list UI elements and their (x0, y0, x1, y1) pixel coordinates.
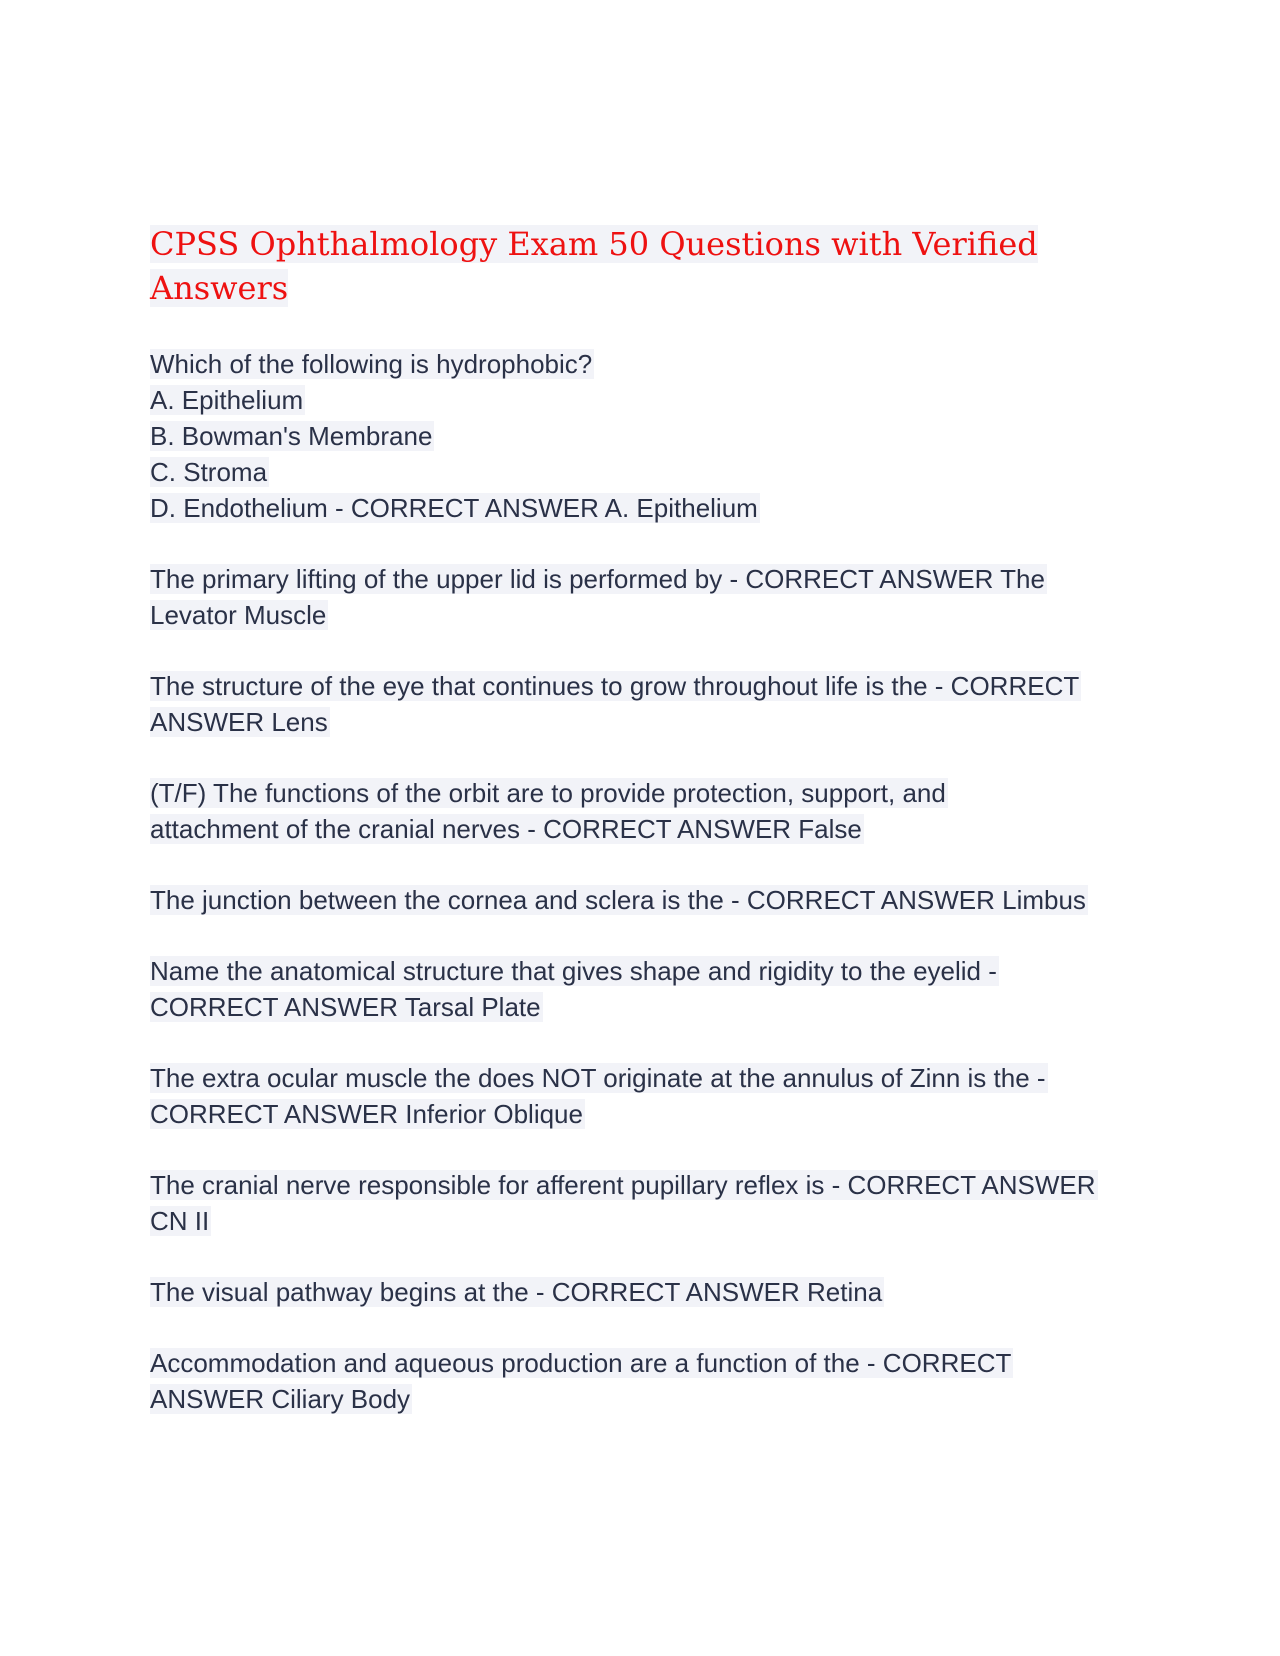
question-item (150, 346, 1110, 526)
question-text: D. Endothelium - CORRECT ANSWER A. Epithelium (150, 493, 758, 523)
question-text: ANSWER Lens (150, 707, 328, 737)
question-line (150, 704, 1110, 740)
question-text: attachment of the cranial nerves - CORRECT ANSWER False (150, 814, 862, 844)
question-text: A. Epithelium (150, 385, 304, 415)
document-title (150, 222, 1110, 310)
question-item (150, 1345, 1110, 1417)
question-text: Accommodation and aqueous production are a function of the - CORRECT (150, 1348, 1012, 1378)
question-text: B. Bowman's Membrane (150, 421, 433, 451)
question-text: (T/F) The functions of the orbit are to provide protection, support, and (150, 778, 946, 808)
question-text: Levator Muscle (150, 600, 327, 630)
question-line (150, 882, 1110, 918)
question-item (150, 953, 1110, 1025)
question-text: The structure of the eye that continues to grow throughout life is the - CORRECT (150, 671, 1080, 701)
question-line (150, 1274, 1110, 1310)
question-line (150, 561, 1110, 597)
question-list (150, 346, 1110, 1417)
question-line (150, 1381, 1110, 1417)
question-text: C. Stroma (150, 457, 268, 487)
question-text: Name the anatomical structure that gives shape and rigidity to the eyelid - (150, 956, 997, 986)
question-line (150, 597, 1110, 633)
question-text: The junction between the cornea and sclera is the - CORRECT ANSWER Limbus (150, 885, 1086, 915)
question-line (150, 668, 1110, 704)
question-line (150, 490, 1110, 526)
question-line (150, 1345, 1110, 1381)
question-item (150, 882, 1110, 918)
question-line (150, 775, 1110, 811)
question-item (150, 668, 1110, 740)
question-item (150, 775, 1110, 847)
question-text: Which of the following is hydrophobic? (150, 349, 593, 379)
question-item (150, 1060, 1110, 1132)
question-line (150, 1203, 1110, 1239)
document-content (150, 222, 1110, 1417)
question-line (150, 1167, 1110, 1203)
question-line (150, 454, 1110, 490)
question-line (150, 811, 1110, 847)
question-line (150, 346, 1110, 382)
title-line-1: CPSS Ophthalmology Exam 50 Questions with Verified (150, 225, 1038, 263)
question-item (150, 1167, 1110, 1239)
title-line-2: Answers (150, 269, 289, 307)
question-text: The extra ocular muscle the does NOT originate at the annulus of Zinn is the - (150, 1063, 1046, 1093)
question-line (150, 953, 1110, 989)
question-text: CORRECT ANSWER Inferior Oblique (150, 1099, 583, 1129)
question-line (150, 418, 1110, 454)
question-text: CN II (150, 1206, 210, 1236)
question-line (150, 1096, 1110, 1132)
question-text: CORRECT ANSWER Tarsal Plate (150, 992, 541, 1022)
question-line (150, 1060, 1110, 1096)
question-text: The visual pathway begins at the - CORRECT ANSWER Retina (150, 1277, 883, 1307)
question-item (150, 561, 1110, 633)
question-line (150, 382, 1110, 418)
question-line (150, 989, 1110, 1025)
question-text: ANSWER Ciliary Body (150, 1384, 411, 1414)
question-text: The primary lifting of the upper lid is performed by - CORRECT ANSWER The (150, 564, 1045, 594)
question-item (150, 1274, 1110, 1310)
question-text: The cranial nerve responsible for afferent pupillary reflex is - CORRECT ANSWER (150, 1170, 1096, 1200)
